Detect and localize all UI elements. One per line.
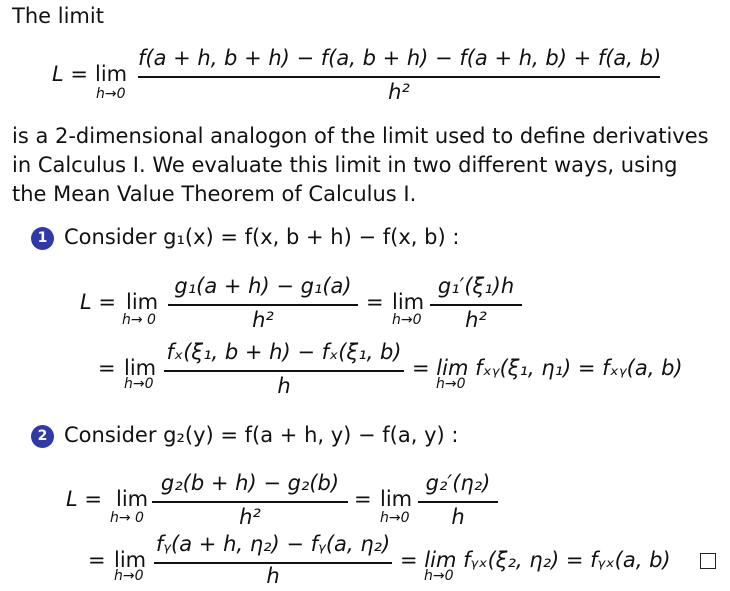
step-2-den-1: h²: [239, 505, 261, 529]
step-2-num-1: g₂(b + h) − g₂(b): [160, 471, 340, 495]
intro-paragraph-line3: the Mean Value Theorem of Calculus I.: [12, 182, 417, 206]
step-1-bar-1: [168, 304, 358, 306]
intro-paragraph-line2: in Calculus I. We evaluate this limit in two different ways, using: [12, 153, 678, 177]
step-1-lim-2: lim: [392, 290, 425, 314]
step-1-den-2: h²: [465, 308, 487, 332]
intro-line: The limit: [12, 4, 104, 28]
main-numerator: f(a + h, b + h) − f(a, b + h) − f(a + h, b) + f(a, b): [138, 46, 662, 70]
step-1-row2-tail: = lim fₓᵧ(ξ₁, η₁) = fₓᵧ(a, b): [412, 356, 683, 380]
step-2-row2-num: fᵧ(a + h, η₂) − fᵧ(a, η₂): [155, 532, 391, 556]
step-2-row2-den: h: [266, 564, 280, 588]
step-1-lim-sub: h→ 0: [122, 312, 156, 328]
step-2-den-2: h: [451, 505, 465, 529]
step-1-num-1: g₁(a + h) − g₁(a): [174, 274, 352, 298]
main-lim: lim: [95, 62, 128, 86]
step-1-lim: lim: [126, 290, 159, 314]
main-lim-sub: h→0: [96, 86, 126, 102]
step-1-row2-fraction: [164, 334, 404, 404]
step-1-row2-lim: lim: [124, 356, 157, 380]
step-2-heading: Consider g₂(y) = f(a + h, y) − f(a, y) :: [64, 423, 459, 447]
step-2-lim-2: lim: [380, 487, 413, 511]
step-1-den-1: h²: [252, 308, 274, 332]
step-1-lhs: L =: [80, 290, 116, 314]
step-2-row2-tail-sub: h→0: [424, 568, 454, 584]
main-denominator: h²: [388, 80, 410, 104]
step-1-eq: =: [366, 290, 384, 314]
step-2-fraction-2: [418, 465, 498, 535]
step-2-row2-lim: lim: [114, 548, 147, 572]
main-fraction-bar: [138, 76, 660, 78]
step-1-num-2: g₁′(ξ₁)h: [437, 274, 515, 298]
step-2-row2-eq: =: [88, 548, 106, 572]
step-2-row2-fraction: [154, 526, 392, 590]
step-1-row2-tail-sub: h→0: [436, 376, 466, 392]
qed-square-icon: [700, 553, 716, 569]
step-2-fraction-1: [152, 465, 348, 535]
main-lhs: L =: [52, 62, 88, 86]
step-1-row2-bar: [164, 370, 404, 372]
main-fraction: [138, 40, 660, 110]
step-1-row2-lim-sub: h→0: [124, 376, 154, 392]
step-2-row2-lim-sub: h→0: [114, 568, 144, 584]
step-2-bar-1: [152, 501, 348, 503]
step-1-row2-den: h: [277, 374, 291, 398]
step-1-fraction-1: [168, 268, 358, 338]
step-2-lim-sub: h→ 0: [110, 510, 144, 526]
step-1-fraction-2: [430, 268, 522, 338]
step-1-row2-eq: =: [98, 356, 116, 380]
step-1-bar-2: [430, 304, 522, 306]
step-1-row2-num: fₓ(ξ₁, b + h) − fₓ(ξ₁, b): [166, 340, 402, 364]
step-1-heading: Consider g₁(x) = f(x, b + h) − f(x, b) :: [64, 225, 460, 249]
step-2-lim-sub-2: h→0: [380, 510, 410, 526]
step-2-eq: =: [354, 487, 372, 511]
step-2-bar-2: [418, 501, 498, 503]
step-2-num-2: g₂′(η₂): [425, 471, 491, 495]
step-1-badge: 1: [31, 227, 54, 250]
step-2-lhs: L =: [66, 487, 102, 511]
step-2-lim: lim: [116, 487, 149, 511]
step-2-badge: 2: [31, 425, 54, 448]
step-2-row2-tail: = lim fᵧₓ(ξ₂, η₂) = fᵧₓ(a, b): [400, 548, 671, 572]
intro-paragraph-line1: is a 2-dimensional analogon of the limit used to define derivatives: [12, 124, 709, 148]
step-1-lim-sub-2: h→0: [392, 312, 422, 328]
